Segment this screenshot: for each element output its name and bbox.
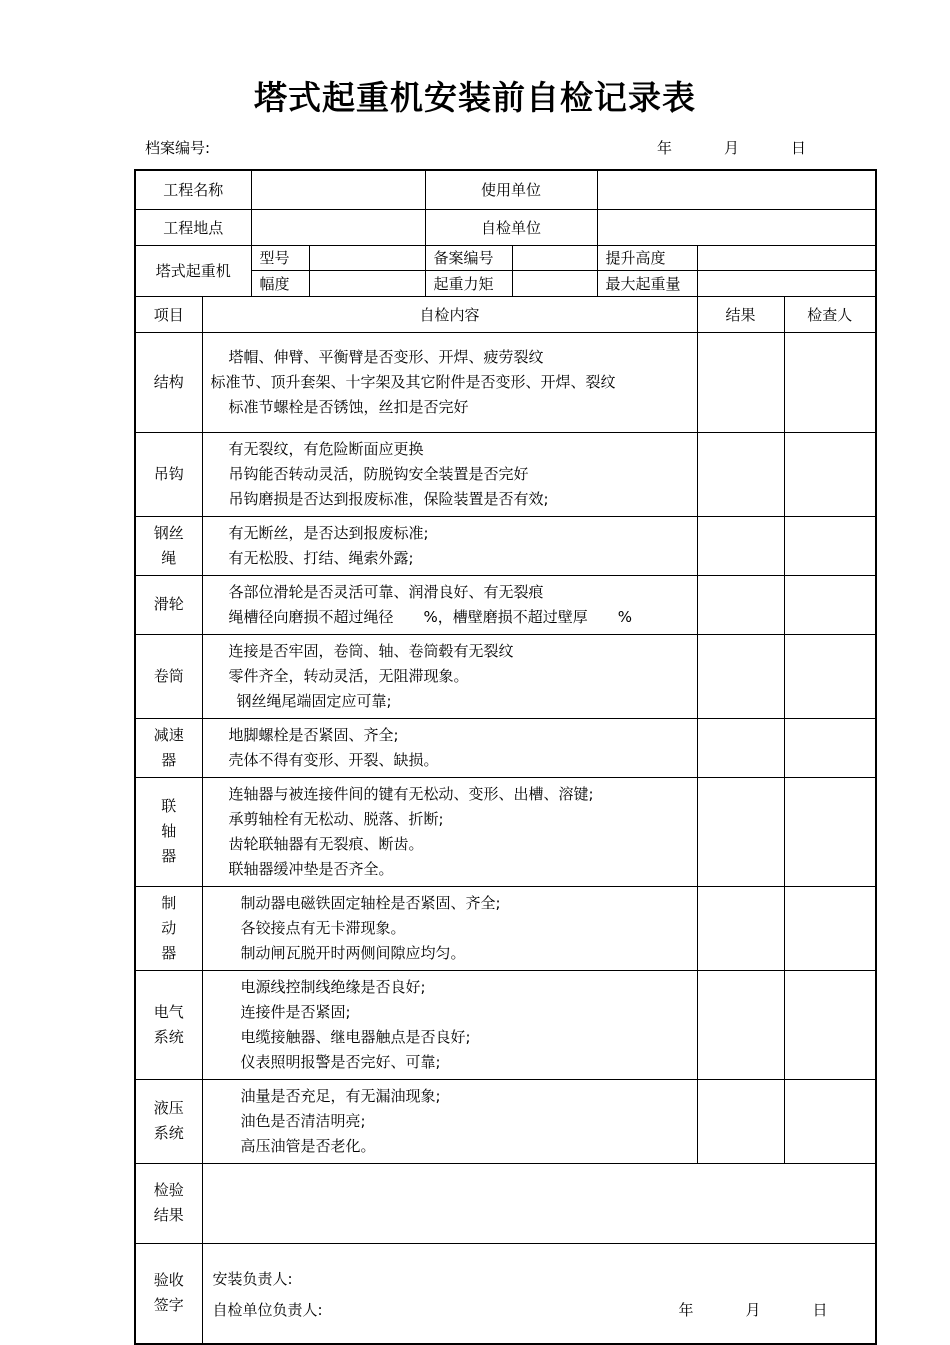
lift-height-label: 提升高度 xyxy=(597,245,697,270)
item-name: 结构 xyxy=(135,332,202,432)
table-row xyxy=(135,575,876,634)
lift-height-value[interactable] xyxy=(697,245,876,270)
signature-day: 日 xyxy=(812,1301,828,1320)
content-line: 标准节螺栓是否锈蚀，丝扣是否完好 xyxy=(228,397,469,416)
item-name: 电气 系统 xyxy=(135,970,202,1079)
content-line: 连接是否牢固，卷筒、轴、卷筒毂有无裂纹 xyxy=(228,641,514,660)
col-content: 自检内容 xyxy=(202,296,697,332)
col-item: 项目 xyxy=(135,296,202,332)
item-name: 吊钩 xyxy=(135,432,202,516)
record-no-label: 备案编号 xyxy=(425,245,512,270)
content-line: 有无裂纹，有危险断面应更换 xyxy=(228,439,424,458)
content-line: 吊钩能否转动灵活，防脱钩安全装置是否完好 xyxy=(228,464,529,483)
amplitude-label: 幅度 xyxy=(251,270,309,296)
inspector-cell[interactable] xyxy=(784,777,876,886)
item-content xyxy=(202,634,697,718)
inspector-cell[interactable] xyxy=(784,575,876,634)
crane-row-1 xyxy=(135,245,876,270)
result-cell[interactable] xyxy=(697,575,784,634)
item-content xyxy=(202,886,697,970)
result-cell[interactable] xyxy=(697,1079,784,1163)
archive-number-label: 档案编号: xyxy=(145,139,211,157)
content-line: 制动器电磁铁固定轴栓是否紧固、齐全; xyxy=(240,893,501,912)
item-content xyxy=(202,718,697,777)
content-line: 各铰接点有无卡滞现象。 xyxy=(240,918,406,937)
table-row xyxy=(135,332,876,432)
inspector-cell[interactable] xyxy=(784,970,876,1079)
inspector-cell[interactable] xyxy=(784,516,876,575)
project-name-label: 工程名称 xyxy=(135,170,251,209)
content-line: 壳体不得有变形、开裂、缺损。 xyxy=(228,750,439,769)
inspection-result-label: 检验 结果 xyxy=(135,1163,202,1243)
inspect-unit-label: 自检单位 xyxy=(425,209,597,245)
content-line: 各部位滑轮是否灵活可靠、润滑良好、有无裂痕 xyxy=(228,582,544,601)
item-name: 卷筒 xyxy=(135,634,202,718)
col-inspector: 检查人 xyxy=(784,296,876,332)
result-cell[interactable] xyxy=(697,886,784,970)
content-line: 制动闸瓦脱开时两侧间隙应均匀。 xyxy=(240,943,466,962)
content-line: 塔帽、伸臂、平衡臂是否变形、开焊、疲劳裂纹 xyxy=(228,347,544,366)
max-load-label: 最大起重量 xyxy=(597,270,697,296)
content-line: 绳槽径向磨损不超过绳径 %，槽壁磨损不超过壁厚 % xyxy=(228,607,633,626)
project-location-label: 工程地点 xyxy=(135,209,251,245)
result-cell[interactable] xyxy=(697,718,784,777)
item-name: 联 轴 器 xyxy=(135,777,202,886)
record-no-value[interactable] xyxy=(512,245,597,270)
content-line: 吊钩磨损是否达到报废标准，保险装置是否有效; xyxy=(228,489,549,508)
amplitude-value[interactable] xyxy=(309,270,425,296)
item-name: 液压 系统 xyxy=(135,1079,202,1163)
model-label: 型号 xyxy=(251,245,309,270)
lifting-moment-value[interactable] xyxy=(512,270,597,296)
item-content xyxy=(202,777,697,886)
inspection-result-value[interactable] xyxy=(202,1163,876,1243)
table-row xyxy=(135,634,876,718)
inspector-cell[interactable] xyxy=(784,432,876,516)
content-line: 电缆接触器、继电器触点是否良好; xyxy=(240,1027,471,1046)
inspector-cell[interactable] xyxy=(784,634,876,718)
item-name: 制 动 器 xyxy=(135,886,202,970)
signature-year: 年 xyxy=(678,1301,694,1320)
content-line: 有无断丝，是否达到报废标准; xyxy=(228,523,429,542)
lifting-moment-label: 起重力矩 xyxy=(425,270,512,296)
inspect-leader-signature: 自检单位负责人: xyxy=(212,1301,323,1320)
project-name-value[interactable] xyxy=(251,170,425,209)
content-line: 仪表照明报警是否完好、可靠; xyxy=(240,1052,441,1071)
max-load-value[interactable] xyxy=(697,270,876,296)
table-row xyxy=(135,777,876,886)
result-row xyxy=(135,1163,876,1243)
content-line: 承剪轴栓有无松动、脱落、折断; xyxy=(228,809,444,828)
content-line: 齿轮联轴器有无裂痕、断齿。 xyxy=(228,834,424,853)
content-line: 油色是否清洁明亮; xyxy=(240,1111,366,1130)
item-name: 钢丝 绳 xyxy=(135,516,202,575)
user-unit-value[interactable] xyxy=(597,170,876,209)
signature-row xyxy=(135,1243,876,1344)
result-cell[interactable] xyxy=(697,432,784,516)
content-line: 油量是否充足，有无漏油现象; xyxy=(240,1086,441,1105)
content-line: 连接件是否紧固; xyxy=(240,1002,351,1021)
table-row xyxy=(135,970,876,1079)
item-content xyxy=(202,432,697,516)
crane-label: 塔式起重机 xyxy=(135,245,251,296)
content-line: 地脚螺栓是否紧固、齐全; xyxy=(228,725,399,744)
page-title: 塔式起重机安装前自检记录表 xyxy=(254,78,696,117)
content-line: 标准节、顶升套架、十字架及其它附件是否变形、开焊、裂纹 xyxy=(210,372,616,391)
item-content xyxy=(202,332,697,432)
content-line: 钢丝绳尾端固定应可靠; xyxy=(236,691,392,710)
date-month: 月 xyxy=(724,139,740,157)
installer-signature: 安装负责人: xyxy=(212,1270,293,1289)
content-line: 电源线控制线绝缘是否良好; xyxy=(240,977,426,996)
table-row xyxy=(135,432,876,516)
inspection-table xyxy=(134,169,877,1345)
item-content xyxy=(202,516,697,575)
inspector-cell[interactable] xyxy=(784,886,876,970)
inspect-unit-value[interactable] xyxy=(597,209,876,245)
signature-area[interactable] xyxy=(202,1243,876,1344)
inspector-cell[interactable] xyxy=(784,718,876,777)
inspector-cell[interactable] xyxy=(784,1079,876,1163)
col-result: 结果 xyxy=(697,296,784,332)
acceptance-signature-label: 验收 签字 xyxy=(135,1243,202,1344)
inspector-cell[interactable] xyxy=(784,332,876,432)
content-line: 连轴器与被连接件间的键有无松动、变形、出槽、溶键; xyxy=(228,784,594,803)
item-content xyxy=(202,970,697,1079)
table-row xyxy=(135,886,876,970)
result-cell[interactable] xyxy=(697,516,784,575)
result-cell[interactable] xyxy=(697,970,784,1079)
header-row-2 xyxy=(135,209,876,245)
date-day: 日 xyxy=(791,139,807,157)
content-line: 联轴器缓冲垫是否齐全。 xyxy=(228,859,394,878)
content-line: 有无松股、打结、绳索外露; xyxy=(228,548,414,567)
header-row-1 xyxy=(135,170,876,209)
content-line: 高压油管是否老化。 xyxy=(240,1136,376,1155)
content-line: 零件齐全，转动灵活，无阻滞现象。 xyxy=(228,666,469,685)
result-cell[interactable] xyxy=(697,634,784,718)
table-row xyxy=(135,516,876,575)
signature-month: 月 xyxy=(745,1301,761,1320)
result-cell[interactable] xyxy=(697,332,784,432)
table-row xyxy=(135,718,876,777)
project-location-value[interactable] xyxy=(251,209,425,245)
date-year: 年 xyxy=(657,139,673,157)
signature-date xyxy=(679,1295,828,1326)
column-header-row xyxy=(135,296,876,332)
item-name: 减速 器 xyxy=(135,718,202,777)
user-unit-label: 使用单位 xyxy=(425,170,597,209)
item-content xyxy=(202,1079,697,1163)
model-value[interactable] xyxy=(309,245,425,270)
item-name: 滑轮 xyxy=(135,575,202,634)
result-cell[interactable] xyxy=(697,777,784,886)
table-row xyxy=(135,1079,876,1163)
item-content xyxy=(202,575,697,634)
